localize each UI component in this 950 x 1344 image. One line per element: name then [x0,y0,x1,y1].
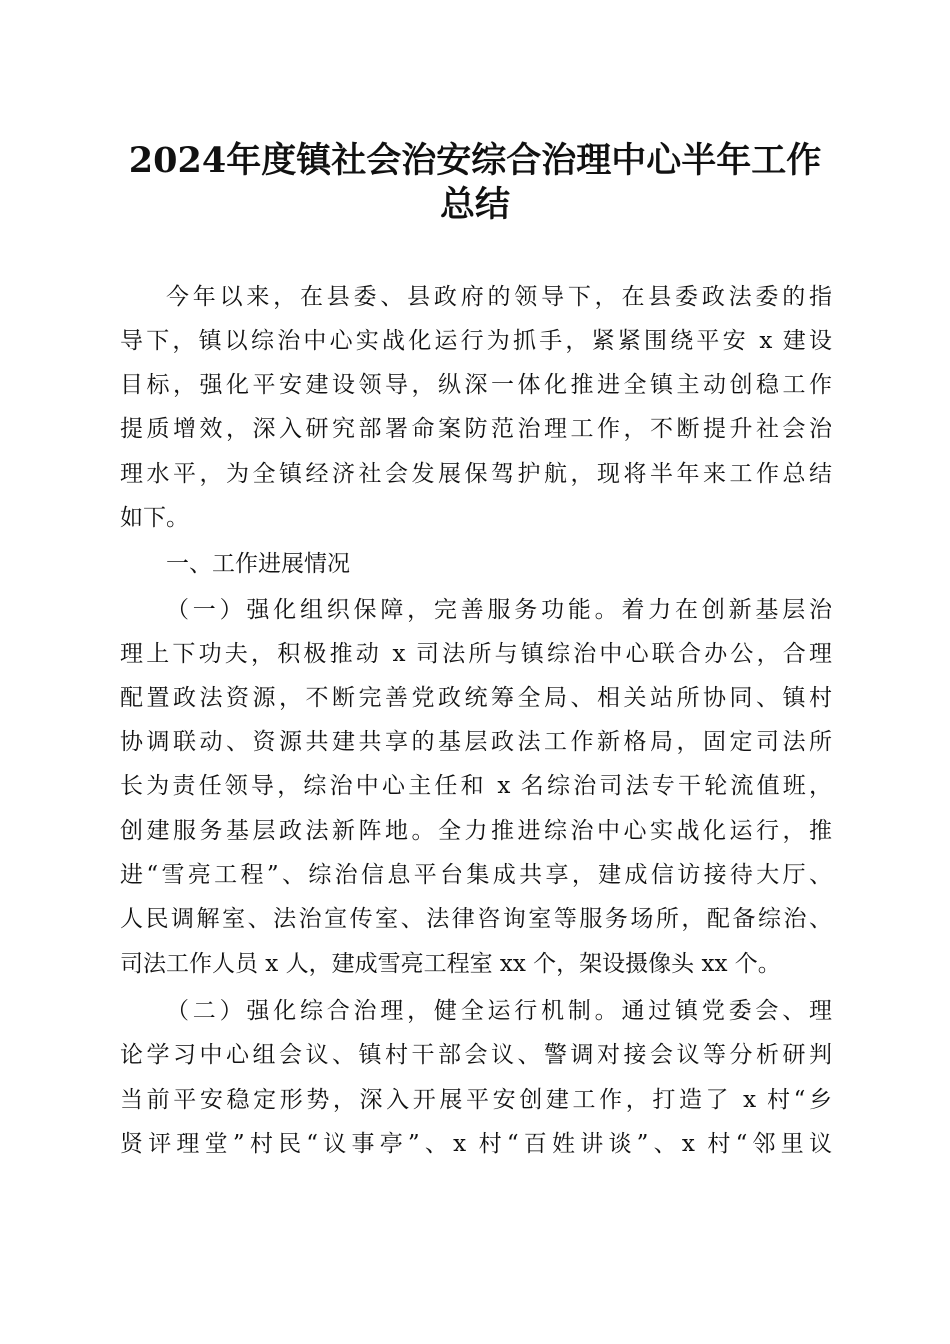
paragraph-line: 导下，镇以综治中心实战化运行为抓手，紧紧围绕平安 x 建设 [120,328,832,354]
paragraph-line: 长为责任领导，综治中心主任和 x 名综治司法专干轮流值班， [120,773,832,799]
paragraph-line: 人民调解室、法治宣传室、法律咨询室等服务场所，配备综治、 [120,906,832,932]
paragraph-line: 协调联动、资源共建共享的基层政法工作新格局，固定司法所 [120,729,832,755]
paragraph-line: 进“雪亮工程”、综治信息平台集成共享，建成信访接待大厅、 [120,862,832,888]
paragraph-line: 创建服务基层政法新阵地。全力推进综治中心实战化运行，推 [120,818,832,844]
paragraph-line: 理上下功夫，积极推动 x 司法所与镇综治中心联合办公，合理 [120,641,832,667]
paragraph-line: 今年以来，在县委、县政府的领导下，在县委政法委的指 [166,284,832,310]
paragraph-line: 司法工作人员 x 人，建成雪亮工程室 xx 个，架设摄像头 xx 个。 [120,951,781,977]
paragraph-line: （二）强化综合治理，健全运行机制。通过镇党委会、理 [166,998,832,1024]
paragraph-line: 当前平安稳定形势，深入开展平安创建工作，打造了 x 村“乡 [120,1087,832,1113]
document-title-line-1: 2024年度镇社会治安综合治理中心半年工作 [128,140,822,181]
section-heading: 一、工作进展情况 [166,551,350,577]
paragraph-line: 论学习中心组会议、镇村干部会议、警调对接会议等分析研判 [120,1042,832,1068]
paragraph-line: （一）强化组织保障，完善服务功能。着力在创新基层治 [166,597,832,623]
paragraph-line: 配置政法资源，不断完善党政统筹全局、相关站所协同、镇村 [120,685,832,711]
paragraph-line: 理水平，为全镇经济社会发展保驾护航，现将半年来工作总结 [120,461,832,487]
paragraph-line: 贤评理堂”村民“议事亭”、x 村“百姓讲谈”、x 村“邻里议 [120,1131,832,1157]
paragraph-line: 提质增效，深入研究部署命案防范治理工作，不断提升社会治 [120,416,832,442]
paragraph-line: 目标，强化平安建设领导，纵深一体化推进全镇主动创稳工作 [120,372,832,398]
document-title-line-2: 总结 [439,184,510,225]
paragraph-line: 如下。 [120,505,189,531]
